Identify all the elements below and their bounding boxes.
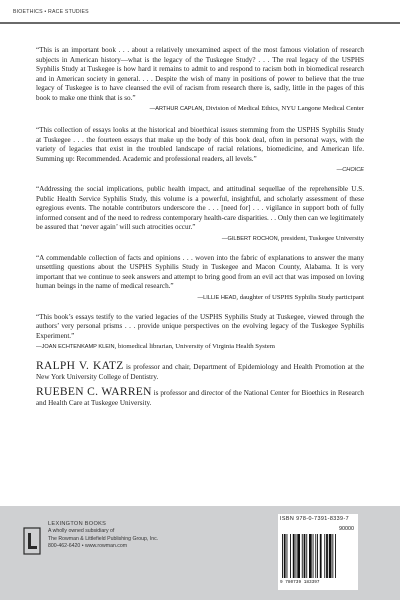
- review-quote: [36, 126, 364, 175]
- publisher-line: The Rowman & Littlefield Publishing Group, Inc.: [48, 535, 159, 542]
- quote-text: “This collection of essays looks at the historical and bioethical issues stemming from the USPHS Syphilis Study at Tuskegee . . . the fourteen essays that make up the body of this book deal, often in personal ways, with the variety of legacies that exist in the troubled landscape of racial relations, biomedicine, and American life. Summing up: Recommended. Academic and professional readers, all levels.”: [36, 126, 364, 163]
- reviewer-name: —GILBERT ROCHON: [221, 235, 278, 242]
- barcode-digits: 9 780739 183397: [280, 580, 320, 585]
- price-code: 90000: [339, 526, 354, 532]
- publisher-footer: [0, 506, 400, 600]
- reviewer-name: —ARTHUR CAPLAN: [149, 106, 203, 112]
- reviewer-affiliation: , daughter of USPHS Syphilis Study participant: [236, 293, 364, 301]
- quote-text: “A commendable collection of facts and opinions . . . woven into the fabric of explanations to answer the many unsettling questions about the USPHS Syphilis Study in Tuskegee and Macon County, Alabama. It is very important that we continue to seek answers and attempt to bring good from an evil act that was imposed on loving human beings in the name of medical research.”: [36, 253, 364, 290]
- reviewer-affiliation: , biomedical librarian, University of Virginia Health System: [114, 343, 275, 350]
- publisher-info: [48, 521, 158, 550]
- blurbs: [36, 46, 364, 414]
- reviewer-name: —JOAN ECHTENKAMP KLEIN: [36, 344, 115, 350]
- author-bio: [36, 388, 364, 408]
- quote-attribution: [36, 104, 364, 114]
- review-quote: [36, 313, 364, 353]
- publisher-contact: 800-462-6420 • www.rowman.com: [48, 542, 128, 549]
- quote-attribution: [36, 293, 364, 303]
- review-quote: [36, 46, 364, 114]
- barcode-bars-icon: [281, 534, 355, 580]
- quote-attribution: [36, 342, 364, 352]
- category-bar: [0, 0, 400, 24]
- isbn-barcode: [278, 514, 358, 590]
- author-bio: [36, 362, 364, 382]
- lexington-logo-icon: [22, 526, 42, 556]
- isbn-text: ISBN 978-0-7391-8339-7: [280, 516, 350, 522]
- quote-text: “This is an important book . . . about a relatively unexamined aspect of the most famous violation of research subjects in American history—what is the legacy of the Tuskegee Study? . . . The real legacy of the USPHS Syphilis Study at Tuskegee is how hard it remains to admit to and respond to racism both in biomedical research and in American society in general. . . . Despite the wish of many in positions of power to believe that the true legacy of Tuskegee is to have cleansed the evil of racism from research there is, sadly, little in the pages of this book to make one think that is so.”: [36, 46, 364, 102]
- author-description: is professor and chair, Department of Epidemiology and Health Promotion at the New York University College of Dentistry.: [36, 363, 364, 381]
- quote-attribution: [36, 234, 364, 244]
- review-quote: [36, 185, 364, 244]
- reviewer-affiliation: , Division of Medical Ethics, NYU Langone Medical Center: [202, 105, 364, 112]
- reviewer-name: —CHOICE: [336, 167, 364, 173]
- publisher-name: LEXINGTON BOOKS: [48, 521, 107, 527]
- author-description: is professor and director of the National Center for Bioethics in Research and Health Care at Tuskegee University.: [36, 389, 364, 407]
- category-label: BIOETHICS • RACE STUDIES: [13, 9, 89, 15]
- quote-attribution: [36, 165, 364, 175]
- publisher-line: A wholly owned subsidiary of: [48, 528, 115, 535]
- quote-text: “This book’s essays testify to the varied legacies of the USPHS Syphilis Study at Tuskegee, viewed through the authors’ very personal prisms . . . provide unique perspectives on the evolving legacy of the Tuskegee Syphilis Experiment.”: [36, 312, 364, 340]
- reviewer-name: —LILLIE HEAD: [197, 294, 237, 301]
- quote-text: “Addressing the social implications, public health impact, and attitudinal sequellae of the reprehensible U.S. Public Health Service Syphilis Study, this volume is a powerful, insightful, and scholarly assessment of these egregious events. The notable contributors underscore the . . . [need for] . . . vigilance in support both of fully informed consent and of the need to redress contemporary health-care disparities. . . Only then can we legitimately be assured that ‘never again’ will such atrocities occur.”: [36, 185, 364, 231]
- header-rule: [0, 22, 400, 24]
- reviewer-affiliation: , president, Tuskegee University: [277, 234, 364, 242]
- author-name: RALPH V. KATZ: [36, 360, 124, 372]
- author-name: RUEBEN C. WARREN: [36, 386, 152, 398]
- review-quote: [36, 254, 364, 303]
